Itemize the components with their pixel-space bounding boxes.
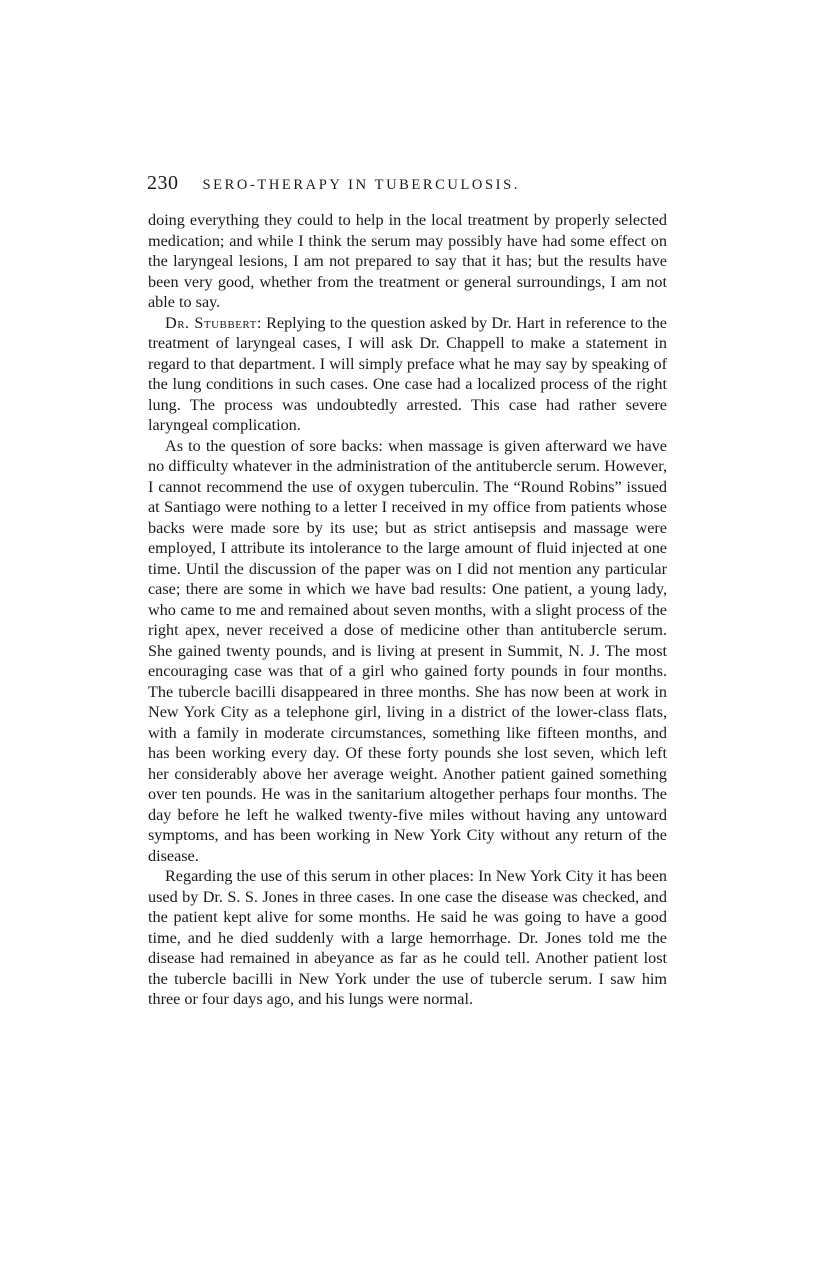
body-text bbox=[148, 210, 667, 1010]
paragraph-3 bbox=[148, 436, 667, 867]
paragraph-2 bbox=[148, 313, 667, 436]
page-number: 230 bbox=[147, 172, 179, 194]
paragraph-3-text: As to the question of sore backs: when massage is given afterward we have no difficulty whatever in the administration of the antitubercle serum. However, I cannot recommend the use of oxygen tuberculin. The “Round Robins” issued at Santiago were nothing to a letter I received in my office from patients whose backs were made sore by its use; but as strict antisepsis and massage were employed, I attribute its intolerance to the large amount of fluid injected at one time. Until the discussion of the paper was on I did not mention any particular case; there are some in which we have bad results: One patient, a young lady, who came to me and remained about seven months, with a slight process of the right apex, never received a dose of medicine other than antitubercle serum. She gained twenty pounds, and is living at present in Summit, N. J. The most encouraging case was that of a girl who gained forty pounds in four months. The tubercle bacilli disappeared in three months. She has now been at work in New York City as a telephone girl, living in a district of the lower-class flats, with a family in moderate circumstances, something like fifteen months, and has been working every day. Of these forty pounds she lost seven, which left her considerably above her average weight. Another patient gained something over ten pounds. He was in the sanitarium altogether perhaps four months. The day before he left he walked twenty-five miles without having any untoward symptoms, and has been working in New York City without any return of the disease. bbox=[148, 436, 667, 865]
paragraph-1 bbox=[148, 210, 667, 313]
paragraph-1-text: doing everything they could to help in the local treatment by properly selected medication; and while I think the serum may possibly have had some effect on the laryngeal lesions, I am not prepared to say that it has; but the results have been very good, whether from the treatment or general surroundings, I am not able to say. bbox=[148, 211, 667, 311]
paragraph-4-text: Regarding the use of this serum in other places: In New York City it has been used by Dr. S. S. Jones in three cases. In one case the disease was checked, and the patient kept alive for some months. He said he was going to have a good time, and he died suddenly with a large hemorrhage. Dr. Jones told me the disease had remained in abeyance as far as he could tell. Another patient lost the tubercle bacilli in New York under the use of tubercle serum. I saw him three or four days ago, and his lungs were normal. bbox=[148, 867, 667, 1008]
paragraph-4 bbox=[148, 866, 667, 1010]
speaker-name: Dr. Stubbert: bbox=[165, 313, 262, 332]
running-header bbox=[147, 172, 667, 198]
paragraph-2-text: Replying to the question asked by Dr. Hart in reference to the treatment of laryngeal cases, I will ask Dr. Chappell to make a statement in regard to that department. I will simply preface what he may say by speaking of the lung conditions in such cases. One case had a localized process of the right lung. The process was undoubtedly arrested. This case had rather severe laryngeal complication. bbox=[148, 313, 667, 434]
running-title: SERO-THERAPY IN TUBERCULOSIS. bbox=[202, 177, 520, 193]
